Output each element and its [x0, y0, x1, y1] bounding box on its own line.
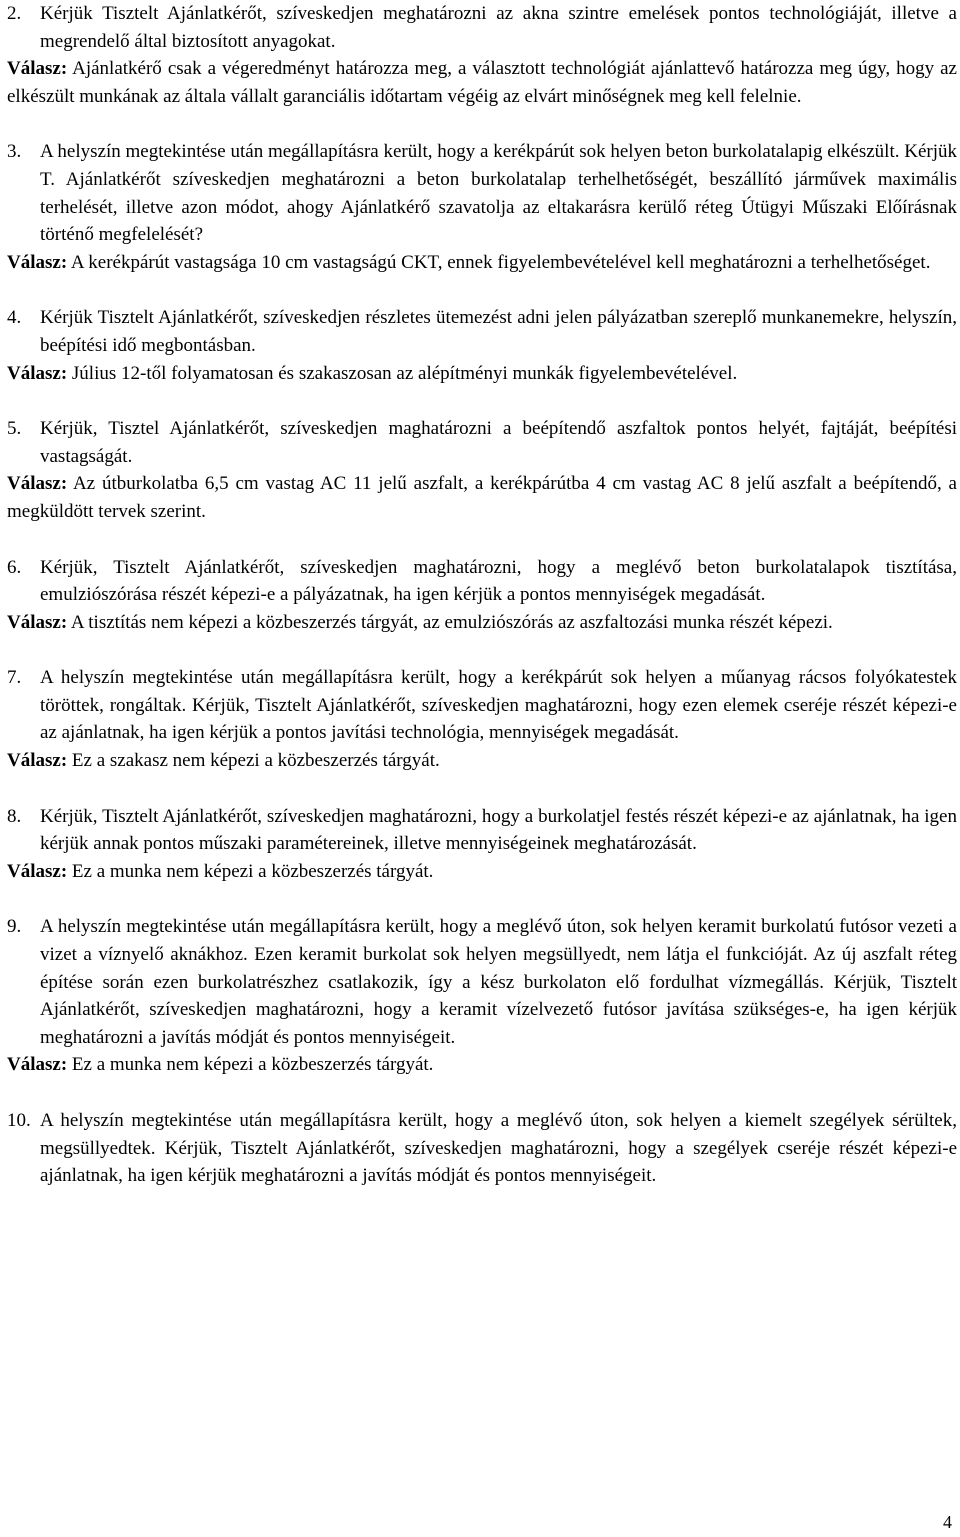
qa-item-9: [7, 913, 957, 1079]
question-number: 7.: [7, 667, 22, 689]
answer-text: Július 12-től folyamatosan és szakaszosan az alépítményi munkák figyelembevételével.: [67, 362, 738, 384]
question-4: [7, 304, 957, 359]
answer-label: Válasz:: [7, 473, 68, 495]
question-8: [7, 803, 957, 858]
paragraph-gap: [7, 775, 957, 803]
paragraph-gap: [7, 276, 957, 304]
answer-label: Válasz:: [7, 860, 68, 882]
qa-item-10: [7, 1107, 957, 1190]
question-number: 8.: [7, 805, 22, 827]
qa-item-2: [7, 0, 957, 110]
paragraph-gap: [7, 885, 957, 913]
paragraph-gap: [7, 387, 957, 415]
question-text: A helyszín megtekintése után megállapításra került, hogy a meglévő úton, sok helyen a kiemelt szegélyek sérültek, megsüllyedtek. Kérjük, Tisztelt Ajánlatkérőt, szíveskedjen maghatározni, hogy a szegélyek cseréje részét képezi-e ajánlatnak, ha igen kérjük meghatározni a javítás módját és pontos mennyiségeit.: [40, 1110, 957, 1187]
answer-label: Válasz:: [7, 251, 68, 273]
paragraph-gap: [7, 110, 957, 138]
paragraph-gap: [7, 526, 957, 554]
question-number: 10.: [7, 1110, 31, 1131]
paragraph-gap: [7, 1079, 957, 1107]
question-number: 5.: [7, 418, 22, 440]
qa-item-3: [7, 138, 957, 276]
question-number: 3.: [7, 141, 22, 163]
qa-item-6: [7, 554, 957, 637]
answer-text: Ajánlatkérő csak a végeredményt határozza meg, a választott technológiát ajánlattevő határozza meg úgy, hogy az elkészült munkának az általa vállalt garanciális időtartam végéig az elvárt minőségnek meg kell felelnie.: [7, 58, 957, 107]
question-text: Kérjük Tisztelt Ajánlatkérőt, szíveskedjen meghatározni az akna szintre emelések pontos technológiáját, illetve a megrendelő által biztosított anyagokat.: [40, 3, 957, 52]
question-text: A helyszín megtekintése után megállapításra került, hogy a kerékpárút sok helyen beton burkolatalapig elkészült. Kérjük T. Ajánlatkérőt szíveskedjen meghatározni a beton burkolatalap terhelhetőségét, beszállító járművek maximális terhelését, illetve azon módot, ahogy Ajánlatkérő szavatolja az eltakarásra kerülő réteg Útügyi Műszaki Előírásnak történő megfelelését?: [40, 141, 957, 246]
question-3: [7, 138, 957, 248]
question-text: Kérjük Tisztelt Ajánlatkérőt, szíveskedjen részletes ütemezést adni jelen pályázatban szereplő munkanemekre, helyszín, beépítési idő megbontásban.: [40, 307, 957, 356]
page-number: 4: [943, 1512, 952, 1532]
paragraph-gap: [7, 636, 957, 664]
question-number: 9.: [7, 916, 22, 938]
answer-8: [7, 858, 957, 886]
qa-item-7: [7, 664, 957, 774]
question-6: [7, 554, 957, 609]
answer-text: A tisztítás nem képezi a közbeszerzés tárgyát, az emulziószórás az aszfaltozási munka részét képezi.: [67, 611, 833, 633]
answer-6: [7, 609, 957, 637]
question-text: A helyszín megtekintése után megállapításra került, hogy a meglévő úton, sok helyen keramit burkolatú futósor vezeti a vizet a víznyelő aknákhoz. Ezen keramit burkolat sok helyen megsüllyedt, nem látja el funkcióját. Az új aszfalt réteg építése során ezen burkolatrészhez csatlakozik, így a kész burkolaton elő fordulhat vízmegállás. Kérjük, Tisztelt Ajánlatkérőt, szíveskedjen maghatározni, hogy a keramit vízelvezető futósor javítása szükséges-e, ha igen kérjük meghatározni a javítás módját és pontos mennyiségeit.: [40, 916, 957, 1048]
answer-4: [7, 360, 957, 388]
question-number: 2.: [7, 3, 22, 24]
question-text: Kérjük, Tisztelt Ajánlatkérőt, szíveskedjen maghatározni, hogy a meglévő beton burkolatalapok tisztítása, emulziószórása részét képezi-e a pályázatnak, ha igen kérjük a pontos mennyiségek megadását.: [40, 556, 957, 606]
qa-item-4: [7, 304, 957, 387]
answer-text: Ez a munka nem képezi a közbeszerzés tárgyát.: [67, 1054, 434, 1076]
answer-label: Válasz:: [7, 750, 68, 772]
answer-7: [7, 747, 957, 775]
question-5: [7, 415, 957, 470]
answer-label: Válasz:: [7, 1054, 68, 1076]
question-text: Kérjük, Tisztelt Ajánlatkérőt, szíveskedjen maghatározni, hogy a burkolatjel festés részét képezi-e az ajánlatnak, ha igen kérjük annak pontos műszaki paramétereinek, illetve mennyiségeinek meghatározását.: [40, 805, 957, 855]
answer-text: Ez a munka nem képezi a közbeszerzés tárgyát.: [67, 860, 434, 882]
question-text: A helyszín megtekintése után megállapításra került, hogy a kerékpárút sok helyen a műanyag rácsos folyókatestek töröttek, rongáltak. Kérjük, Tisztelt Ajánlatkérőt, szíveskedjen maghatározni, hogy ezen elemek cseréje részét képezi-e az ajánlatnak, ha igen kérjük a pontos javítási technológia, mennyiségek megadását.: [40, 667, 957, 744]
answer-2: [7, 55, 957, 110]
answer-9: [7, 1051, 957, 1079]
qa-item-8: [7, 803, 957, 886]
question-number: 4.: [7, 307, 22, 329]
answer-text: A kerékpárút vastagsága 10 cm vastagságú CKT, ennek figyelembevételével kell meghatározni a terhelhetőséget.: [67, 251, 931, 273]
answer-label: Válasz:: [7, 58, 68, 80]
question-7: [7, 664, 957, 747]
answer-text: Az útburkolatba 6,5 cm vastag AC 11 jelű aszfalt, a kerékpárútba 4 cm vastag AC 8 jelű aszfalt a beépítendő, a megküldött tervek szerint.: [7, 473, 957, 522]
document-page: [7, 0, 957, 1190]
question-10: [7, 1107, 957, 1190]
qa-item-5: [7, 415, 957, 525]
answer-label: Válasz:: [7, 611, 68, 633]
answer-3: [7, 249, 957, 277]
answer-label: Válasz:: [7, 362, 68, 384]
question-text: Kérjük, Tisztel Ajánlatkérőt, szíveskedjen maghatározni a beépítendő aszfaltok pontos helyét, fajtáját, beépítési vastagságát.: [40, 418, 957, 467]
question-2: [7, 0, 957, 55]
question-9: [7, 913, 957, 1051]
answer-text: Ez a szakasz nem képezi a közbeszerzés tárgyát.: [67, 750, 440, 772]
question-number: 6.: [7, 556, 22, 578]
answer-5: [7, 470, 957, 525]
